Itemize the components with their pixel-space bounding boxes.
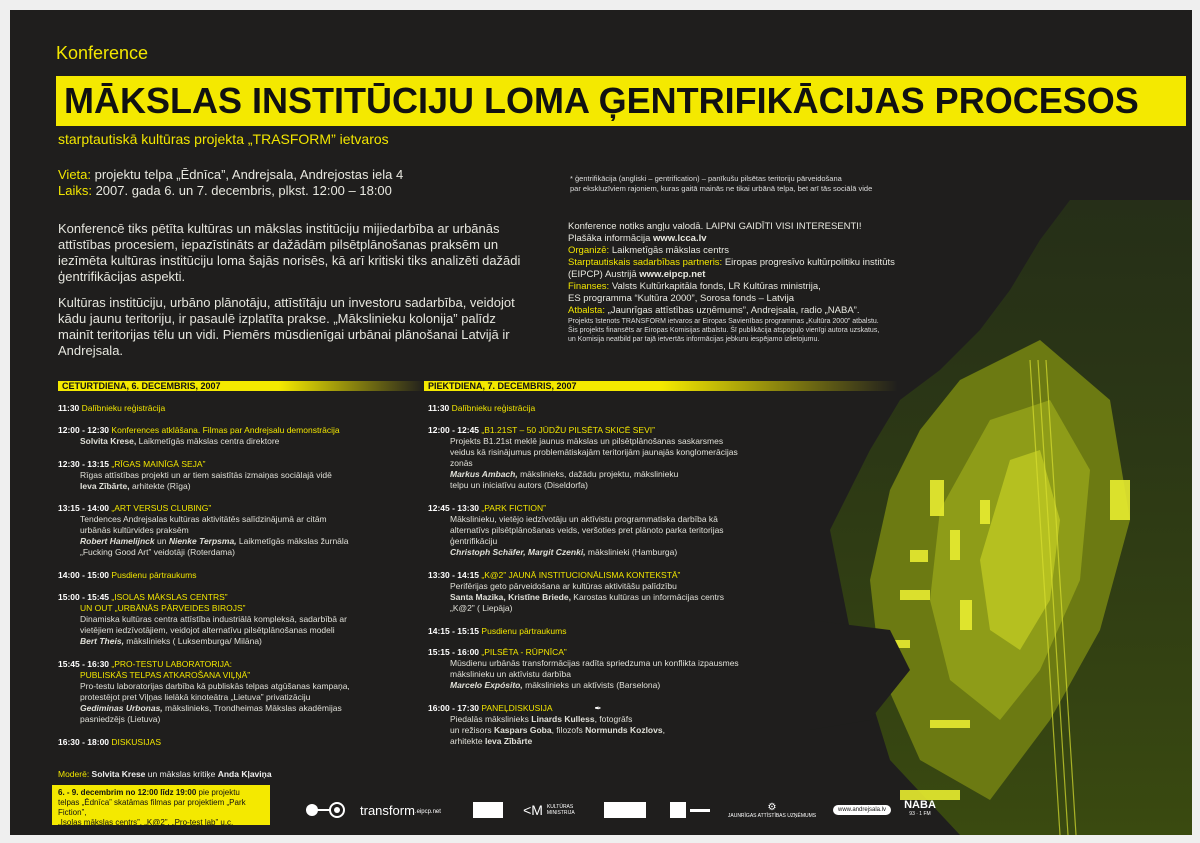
speaker-role: mākslinieks ( Luksemburga/ Milāna) xyxy=(123,636,262,646)
speaker: Kaspars Goba xyxy=(493,725,552,735)
item-desc: Pro-testu laboratorijas darbība kā publiskās telpas atgūšanas kampaņa, xyxy=(80,681,350,691)
item-time: 12:45 - 13:30 xyxy=(428,503,480,513)
item-desc: alternatīvs pilsētplānošanas veids, veršoties pret plānoto parka teritorijas xyxy=(450,525,724,535)
item-desc: Mūsdienu urbānās transformācijas radīta spriedzuma un konflikta izpausmes xyxy=(450,658,739,668)
kultura2000-logo-icon xyxy=(604,802,646,818)
item-title: Pusdienu pārtraukums xyxy=(111,570,197,580)
moderators xyxy=(58,769,272,779)
films-text: „Isolas mākslas centrs”, „K@2”, „Pro-test lab” u.c. xyxy=(58,818,234,827)
lcca-link[interactable]: www.lcca.lv xyxy=(653,233,707,244)
item-desc: Mākslinieku, vietējo iedzīvotāju un aktīvistu programmatiska darbība kā xyxy=(450,514,718,524)
item-time: 14:15 - 15:15 xyxy=(428,626,480,636)
eipcp-logo-text: .eipcp.net xyxy=(414,809,441,815)
item-desc: protestējot pret Viļņas lielākā kinoteātra „Lietuva” privatizāciju xyxy=(80,692,311,702)
jau-logo xyxy=(722,800,822,820)
info-label: Plašāka informācija xyxy=(568,233,654,244)
item-desc: veidus kā risinājumus problemātiskajām teritorijām jaunajās konglomerācijas xyxy=(450,447,738,457)
program-item xyxy=(58,592,398,647)
poster xyxy=(10,10,1192,835)
speaker-role: arhitekte (Rīga) xyxy=(129,481,191,491)
speaker: Ieva Zībārte, xyxy=(80,481,130,491)
time-text: 2007. gada 6. un 7. decembris, plkst. 12:00 – 18:00 xyxy=(91,183,392,198)
item-time: 13:15 - 14:00 xyxy=(58,503,110,513)
subtitle: starptautiskā kultūras projekta „TRASFORM” ietvaros xyxy=(58,131,389,147)
item-title: „PARK FICTION” xyxy=(481,503,546,513)
disclaimer-line: un Komisija neatbild par tajā ietvertās informācijas jebkuru iespējamo izlietojumu. xyxy=(568,336,820,343)
item-title: „ISOLAS MĀKSLAS CENTRS” xyxy=(111,592,228,602)
speaker: Marcelo Expósito, xyxy=(450,680,523,690)
partner-label: Starptautiskais sadarbības partneris: xyxy=(568,257,723,268)
item-desc: Dinamiska kultūras centra attīstība industriālā kompleksā, sadarbībā ar xyxy=(80,614,347,624)
program-item xyxy=(58,737,398,748)
item-title: „RĪGAS MAINĪGĀ SEJA” xyxy=(111,459,206,469)
item-desc: mākslinieku un aktīvistu darbība xyxy=(450,669,571,679)
program-item xyxy=(58,503,398,558)
item-title: Dalībnieku reģistrācija xyxy=(81,403,166,413)
moderator-label: Moderē: xyxy=(58,769,90,779)
soros-logo-icon xyxy=(670,802,686,818)
day1-header: CETURTDIENA, 6. DECEMBRIS, 2007 xyxy=(58,381,426,391)
item-time: 11:30 xyxy=(428,403,450,413)
item-desc: zonās xyxy=(450,458,473,468)
moderator: Anda Kļaviņa xyxy=(217,769,272,779)
item-title: Konferences atklāšana. Filmas par Andrejsalu demonstrācija xyxy=(111,425,340,435)
item-title: UN OUT „URBĀNĀS PĀRVEIDES BIROJS” xyxy=(80,603,246,613)
program-item xyxy=(58,425,398,447)
speaker: Gediminas Urbonas, xyxy=(80,703,163,713)
item-time: 13:30 - 14:15 xyxy=(428,570,480,580)
program-item xyxy=(428,570,798,614)
speaker-role: „Fucking Good Art” veidotāji (Roterdama) xyxy=(80,547,235,557)
speaker-role: mākslinieki (Hamburga) xyxy=(585,547,678,557)
culture-logo-icon xyxy=(304,801,350,819)
pen-icon: ✒ xyxy=(594,703,602,713)
footnote xyxy=(570,174,910,194)
films-dates: 6. - 9. decembrim no 12:00 līdz 19:00 xyxy=(58,788,197,797)
speaker: Bert Theis, xyxy=(80,636,124,646)
program-item xyxy=(428,403,798,414)
speaker-role: telpu un iniciatīvu autors (Diseldorfa) xyxy=(450,480,588,490)
support-label: Atbalsta: xyxy=(568,305,605,316)
speaker: Nienke Terpsma, xyxy=(168,536,237,546)
speaker-role: „K@2” ( Liepāja) xyxy=(450,603,513,613)
jau-logo-text: JAUNRĪGAS ATTĪSTĪBAS UZŅĒMUMS xyxy=(727,812,817,819)
item-desc: Piedalās mākslinieks xyxy=(450,714,532,724)
organizer-label: Organizē: xyxy=(568,245,610,256)
aerial-map-image xyxy=(810,200,1192,835)
speaker: Markus Ambach, xyxy=(450,469,518,479)
item-time: 12:00 - 12:45 xyxy=(428,425,480,435)
km-logo-text: KULTŪRAS MINISTRIJA xyxy=(546,804,575,816)
speaker-role: pasniedzējs (Lietuva) xyxy=(80,714,161,724)
program-item xyxy=(58,570,398,581)
item-time: 14:00 - 15:00 xyxy=(58,570,110,580)
speaker-role: Laikmetīgās mākslas centra direktore xyxy=(136,436,280,446)
conference-label: Konference xyxy=(56,43,149,63)
item-time: 12:30 - 13:15 xyxy=(58,459,110,469)
culture2000-logo xyxy=(302,800,352,820)
item-time: 16:30 - 18:00 xyxy=(58,737,110,747)
item-desc: Perifērijas geto pārveidošana ar kultūras aktivitāšu palīdzību xyxy=(450,581,677,591)
item-title: „PILSĒTA - RŪPNĪCA” xyxy=(481,647,567,657)
naba-logo-sub: 93 · 1 FM xyxy=(909,811,931,817)
finance-label: Finanses: xyxy=(568,281,610,292)
page-title: MĀKSLAS INSTITŪCIJU LOMA ĢENTRIFIKĀCIJAS PROCESOS xyxy=(64,80,1139,121)
program-item xyxy=(428,647,798,691)
item-time: 15:00 - 15:45 xyxy=(58,592,110,602)
soros-logo xyxy=(665,800,715,820)
disclaimer-line: Šis projekts finansēts ar Eiropas Komisijas atbalstu. Šī publikācija atspoguļo vienīgi autora uzskatus, xyxy=(568,327,880,334)
support-text: „Jaunrīgas attīstības uzņēmums”, Andrejsala, radio „NABA”. xyxy=(604,305,860,316)
speaker-join: un xyxy=(154,536,169,546)
speaker: Robert Hamelijnck xyxy=(80,536,155,546)
item-title: Pusdienu pārtraukums xyxy=(481,626,567,636)
item-title: „PRO-TESTU LABORATORIJA: xyxy=(111,659,233,669)
language-note: Konference notiks angļu valodā. LAIPNI GAIDĪTI VISI INTERESENTI! xyxy=(568,221,862,232)
eipcp-link[interactable]: www.eipcp.net xyxy=(639,269,706,280)
item-desc: , xyxy=(662,725,665,735)
finance-text-2: ES programma “Kultūra 2000”, Sorosa fonds – Latvija xyxy=(568,293,795,304)
km-logo xyxy=(512,800,592,820)
item-title: PUBLISKĀS TELPAS ATKAROŠANA VIĻŅĀ” xyxy=(80,670,251,680)
partner-text-2: (EIPCP) Austrijā xyxy=(568,269,640,280)
speaker-role: mākslinieks un aktīvists (Barselona) xyxy=(522,680,661,690)
item-title: Dalībnieku reģistrācija xyxy=(451,403,536,413)
speaker-role: Karostas kultūras un informācijas centrs xyxy=(570,592,724,602)
speaker: Solvita Krese, xyxy=(80,436,137,446)
soros-logo-line xyxy=(690,809,710,812)
intro-paragraph: Konferencē tiks pētīta kultūras un mākslas institūciju mijiedarbība ar urbānās attīstības procesiem, iepazīstināts ar dažādām pilsētplānošanas praksēm un iezīmēta kultūras institūciju loma šajās norisēs, kā arī kritiski tiks analizēti dažādi ģentrifikācijas aspekti. xyxy=(58,221,521,284)
jau-logo-icon: ⚙ xyxy=(767,801,777,813)
kultura2000-logo xyxy=(600,800,650,820)
item-title: „ART VERSUS CLUBING” xyxy=(111,503,212,513)
program-item xyxy=(58,659,398,725)
item-time: 12:00 - 12:30 xyxy=(58,425,110,435)
films-notice xyxy=(52,785,270,825)
speaker-role: mākslinieks, Trondheimas Mākslas akadēmijas xyxy=(162,703,342,713)
finance-text: Valsts Kultūrkapitāla fonds, LR Kultūras ministrija, xyxy=(609,281,821,292)
time-label: Laiks: xyxy=(58,183,92,198)
speaker: Linards Kulless xyxy=(531,714,595,724)
item-title: „K@2” JAUNĀ INSTITUCIONĀLISMA KONTEKSTĀ” xyxy=(481,570,681,580)
transform-logo-text: transform xyxy=(360,802,415,818)
footnote-line: * ģentrifikācija (angliski – gentrification) – panīkušu pilsētas teritoriju pārveidošana xyxy=(570,174,842,183)
item-desc: arhitekte xyxy=(450,736,485,746)
kkf-logo xyxy=(470,800,506,820)
venue-info xyxy=(58,167,403,199)
program-item xyxy=(428,425,798,491)
disclaimer-line: Projekts īstenots TRANSFORM ietvaros ar Eiropas Savienības programmas „Kultūra 2000” atbalstu. xyxy=(568,318,879,325)
item-time: 15:45 - 16:30 xyxy=(58,659,110,669)
transform-logo xyxy=(360,800,460,820)
organizer-text: Laikmetīgās mākslas centrs xyxy=(609,245,730,256)
item-desc: urbānās kultūrvides praksēm xyxy=(80,525,189,535)
item-time: 15:15 - 16:00 xyxy=(428,647,480,657)
venue-label: Vieta: xyxy=(58,167,92,182)
day2-header: PIEKTDIENA, 7. DECEMBRIS, 2007 xyxy=(424,381,898,391)
naba-logo xyxy=(898,800,942,820)
item-desc: Rīgas attīstības projekti un ar tiem saistītās izmaiņas sociālajā vidē xyxy=(80,470,332,480)
item-title: DISKUSIJAS xyxy=(111,737,162,747)
speaker-role: mākslinieks, dažādu projektu, mākslinieku xyxy=(517,469,679,479)
item-title: „B1.21ST – 50 JŪDŽU PILSĒTA SKICĒ SEVI” xyxy=(481,425,655,435)
footnote-line: par ekskluzīviem rajoniem, kuras gaitā mainās ne tikai urbānā telpa, bet arī tās sociālā vide xyxy=(570,184,873,193)
km-logo-icon: <M xyxy=(523,802,543,818)
speaker: Normunds Kozlovs xyxy=(585,725,663,735)
kkf-logo-icon xyxy=(473,802,503,818)
item-desc: ģentrifikāciju xyxy=(450,536,498,546)
item-desc: Tendences Andrejsalas kultūras aktivitātēs salīdzinājumā ar citām xyxy=(80,514,327,524)
item-desc: un režisors xyxy=(450,725,494,735)
item-time: 11:30 xyxy=(58,403,80,413)
item-desc: vietējiem iedzīvotājiem, veidojot alternatīvu pilsētplānošanas modeli xyxy=(80,625,335,635)
program-item xyxy=(428,703,798,747)
item-desc: , fotogrāfs xyxy=(594,714,633,724)
program-item xyxy=(58,459,398,492)
andrejsala-logo-text: www.andrejsala.lv xyxy=(833,805,891,815)
films-text: telpas „Ēdnīca” skatāmas filmas par projektiem „Park Fiction”, xyxy=(58,798,246,817)
item-title: PANEĻDISKUSIJA xyxy=(481,703,553,713)
intro-paragraph-2: Kultūras institūciju, urbāno plānotāju, attīstītāju un investoru sadarbība, veidojot kādu jaunu teritoriju, ir pasaulē izplatīta prakse. „Mākslinieku kolonija” palīdz mainīt teritorijas tēlu un vidi. Piemērs mūsdienīgai urbānai plānošanai Latvijā ir Andrejsala. xyxy=(58,295,515,358)
speaker: Santa Mazika, Kristīne Briede, xyxy=(450,592,571,602)
item-time: 16:00 - 17:30 xyxy=(428,703,480,713)
program-item xyxy=(428,626,798,637)
films-text: pie projektu xyxy=(196,788,240,797)
speaker: Ieva Zībārte xyxy=(484,736,533,746)
moderator: Solvita Krese xyxy=(89,769,146,779)
program-item xyxy=(58,403,398,414)
speaker-role: Laikmetīgās mākslas žurnāla xyxy=(236,536,349,546)
partner-text: Eiropas progresīvo kultūrpolitiku institūts xyxy=(722,257,895,268)
item-desc: Projekts B1.21st meklē jaunus mākslas un pilsētplānošanas saskarsmes xyxy=(450,436,724,446)
program-item xyxy=(428,503,798,558)
item-desc: , filozofs xyxy=(551,725,586,735)
moderator-join: un mākslas kritiķe xyxy=(145,769,218,779)
naba-logo-text: NABA xyxy=(904,799,936,811)
venue-text: projektu telpa „Ēdnīca”, Andrejsala, Andrejostas iela 4 xyxy=(91,167,404,182)
andrejsala-logo xyxy=(828,800,896,820)
speaker: Christoph Schäfer, Margit Czenki, xyxy=(450,547,586,557)
